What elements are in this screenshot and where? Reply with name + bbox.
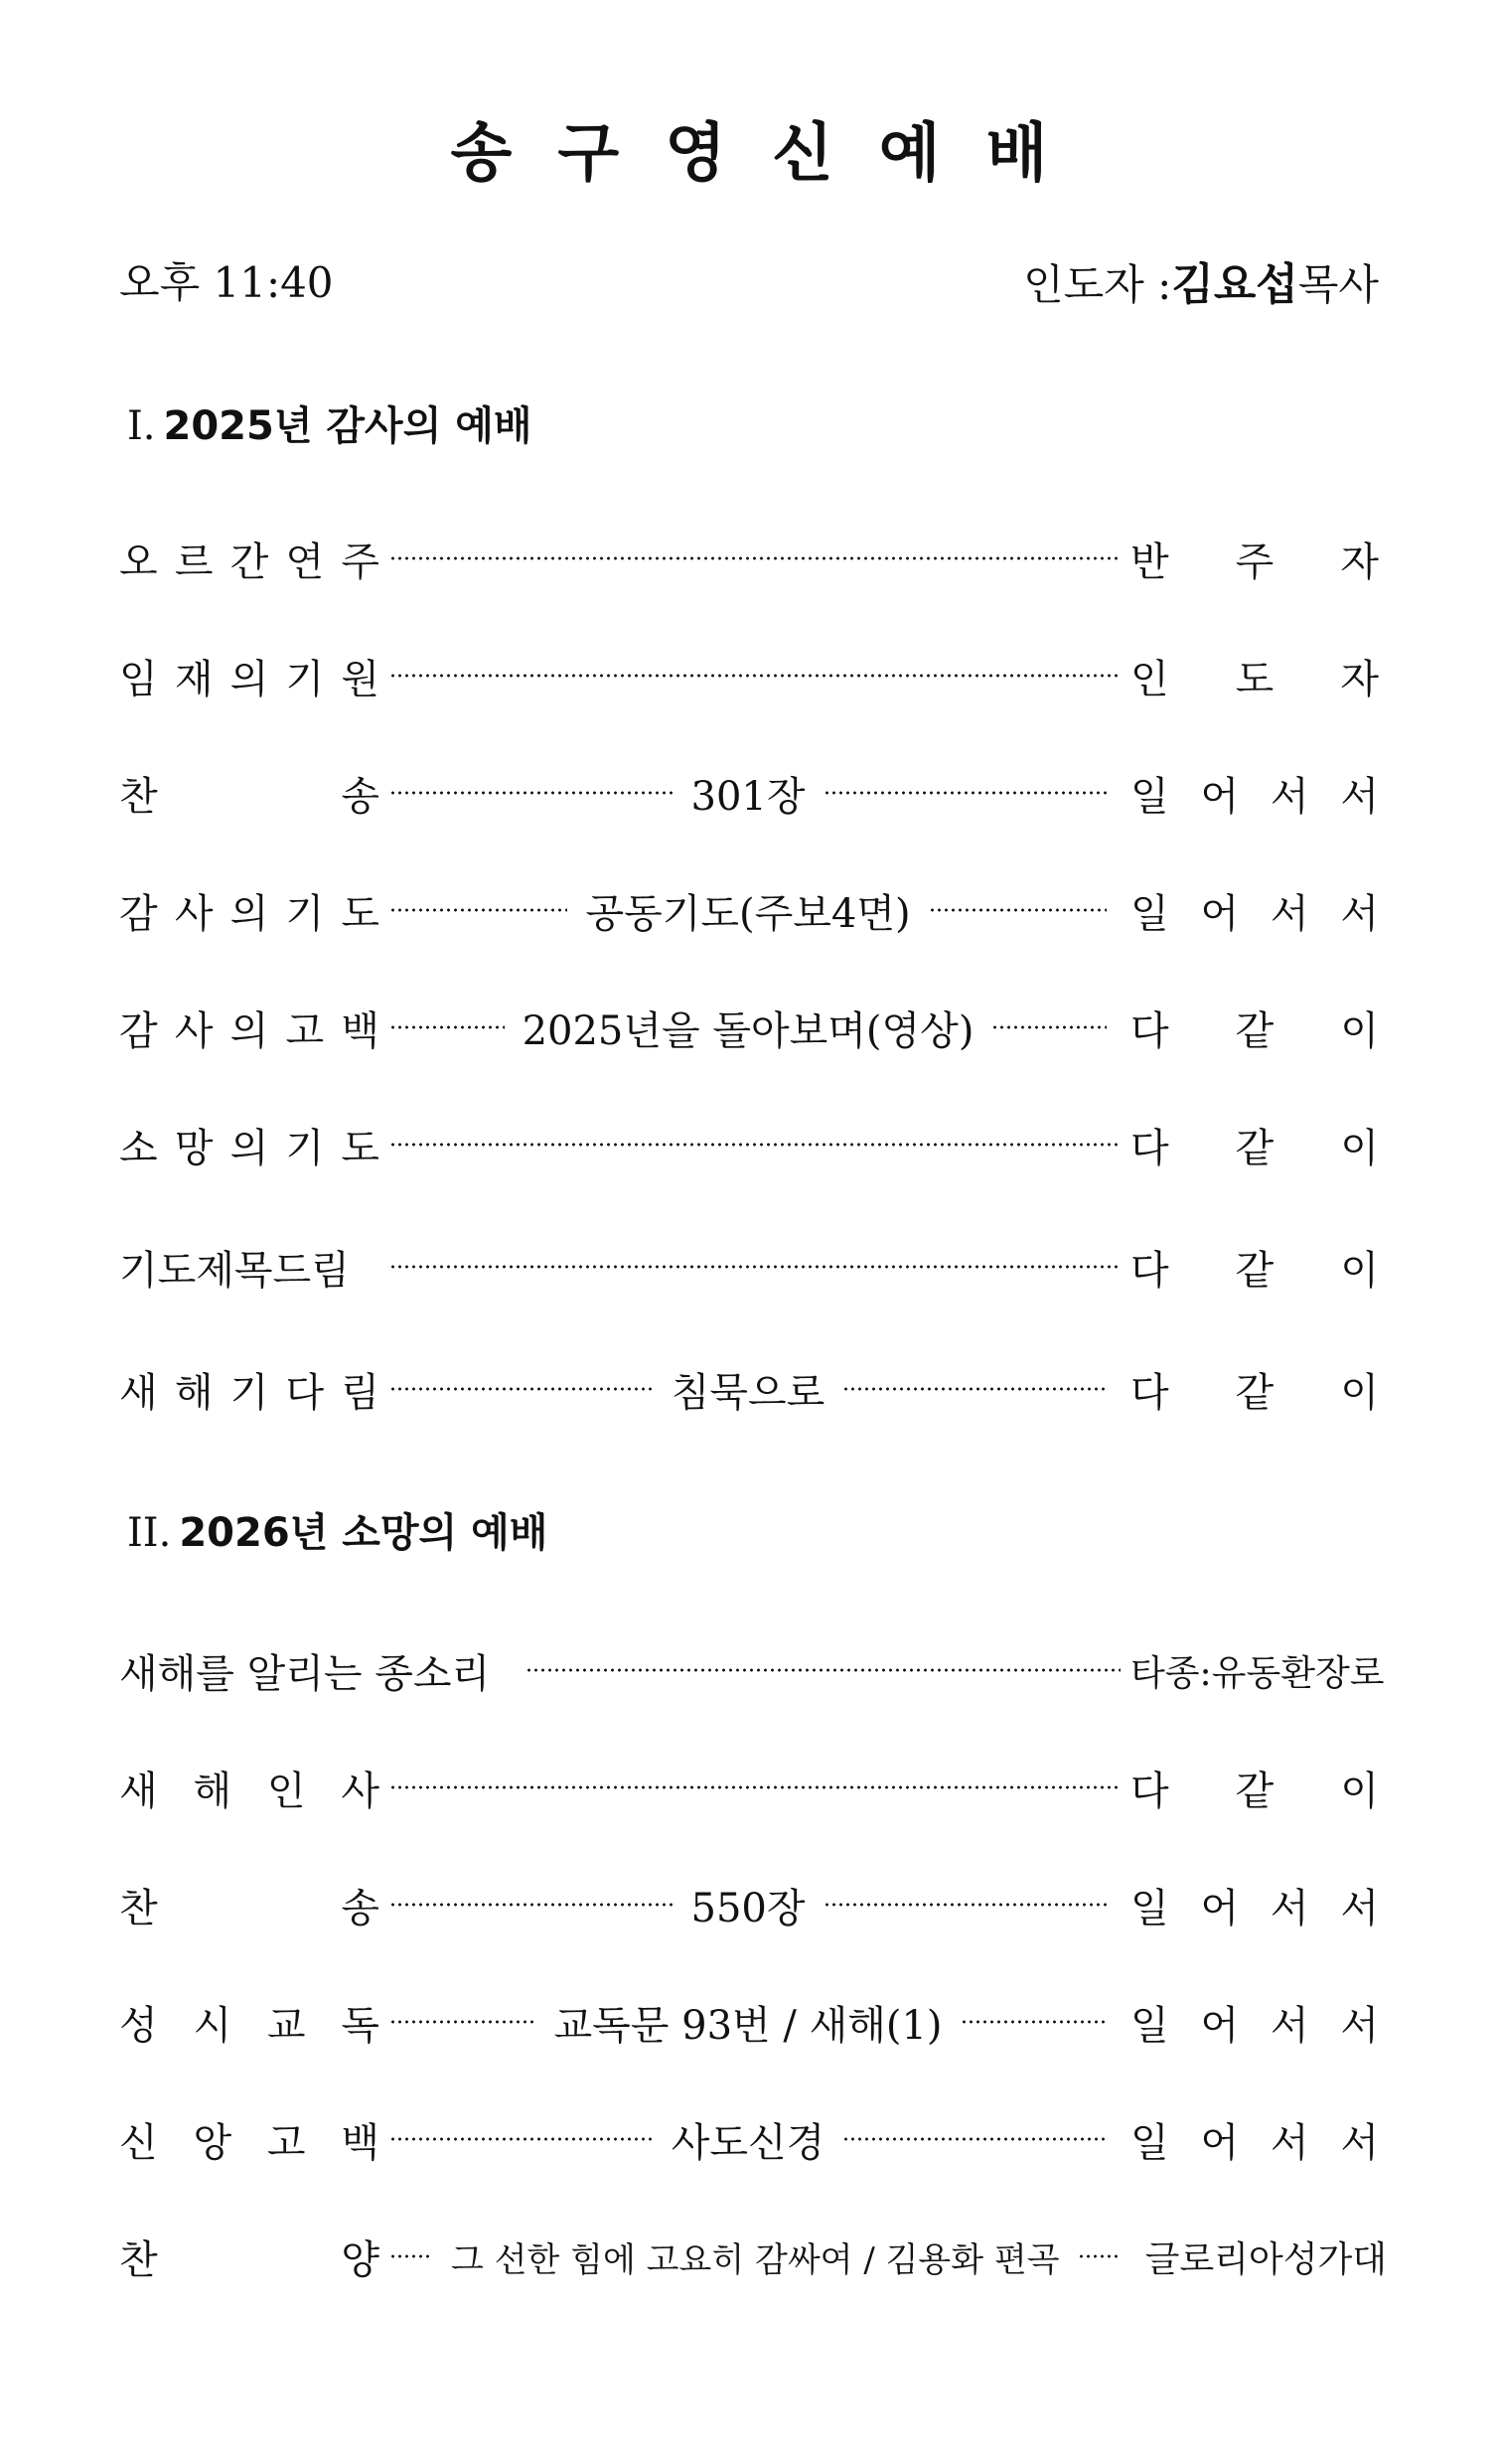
spread-char: 송 [341,1885,379,1931]
order-participant [1130,1361,1379,1418]
leader-dots [389,1386,654,1392]
order-item [119,1361,379,1418]
spread-char: 어 [1200,1885,1240,1931]
order-row [119,1875,1379,1934]
leader-dots [389,907,567,913]
spread-char: 어 [1200,2002,1240,2049]
leader-dots [389,1024,505,1030]
spread-char: 같 [1235,1369,1274,1416]
spread-char: 자 [1340,539,1379,585]
section-2-title: 2026년 소망의 예배 [179,1510,548,1556]
spread-char: 다 [1130,1247,1169,1294]
order-item [119,648,379,704]
spread-char: 앙 [193,2119,232,2166]
spread-char: 이 [1340,1369,1379,1416]
leader-dots [389,2253,433,2259]
spread-char: 이 [1340,1768,1379,1814]
order-item [119,1760,379,1816]
spread-char: 교 [266,2002,306,2049]
spread-char: 주 [341,539,379,585]
spread-char: 해 [174,1369,214,1416]
order-participant [1130,765,1379,822]
order-participant [1130,1239,1379,1296]
leader-dots [389,555,1121,561]
spread-char: 오 [119,539,158,585]
spread-char: 주 [1235,539,1274,585]
section-2-number: II. [127,1510,172,1556]
spread-char: 어 [1200,890,1240,937]
leader-dots [389,1142,1121,1148]
section-1-title: 2025년 감사의 예배 [163,403,532,449]
spread-char: 해 [193,1768,232,1814]
spread-char: 원 [341,656,379,702]
order-row [119,1640,1385,1700]
spread-char: 기 [285,1125,325,1171]
order-row [119,998,1379,1057]
spread-char: 다 [1130,1125,1169,1171]
spread-char: 의 [229,1125,269,1171]
leader-dots [389,790,674,796]
spread-char: 감 [119,890,158,937]
leader-dots [961,2019,1107,2025]
leader-suffix: 목사 [1297,260,1379,309]
spread-char: 같 [1235,1125,1274,1171]
spread-char: 같 [1235,1768,1274,1814]
order-detail: 2025년을 돌아보며(영상) [522,1007,974,1054]
service-leader [1023,248,1379,312]
spread-char: 독 [341,2002,379,2049]
spread-char: 기 [229,1369,269,1416]
order-item [119,882,379,939]
order-item [119,1000,379,1056]
order-participant [1130,1117,1379,1173]
spread-char: 사 [174,1007,214,1054]
leader-dots [389,1784,1121,1790]
spread-char: 서 [1270,1885,1309,1931]
spread-char: 반 [1130,539,1169,585]
spread-char: 찬 [119,2236,158,2283]
leader-dots [525,1667,1121,1673]
spread-char: 의 [229,890,269,937]
spread-char: 다 [1130,1369,1169,1416]
service-meta [119,250,1379,310]
spread-char: 인 [266,1768,306,1814]
spread-char: 이 [1340,1125,1379,1171]
leader-dots [991,1024,1107,1030]
order-item [119,2111,379,2168]
order-item: 기도제목드림 [119,1247,350,1294]
spread-char: 의 [229,1007,269,1054]
order-participant [1130,1994,1379,2051]
spread-char: 성 [119,2002,158,2049]
order-detail: 공동기도(주보4면) [585,890,911,937]
spread-char: 찬 [119,773,158,820]
order-item [119,531,379,587]
order-row [119,1992,1379,2052]
spread-char: 서 [1340,1885,1379,1931]
spread-char: 기 [285,656,325,702]
spread-char: 어 [1200,2119,1240,2166]
spread-char: 다 [1130,1007,1169,1054]
order-detail: 사도신경 [671,2119,825,2166]
order-participant [1130,1877,1379,1933]
leader-dots [389,1902,674,1908]
order-detail: 301장 [690,773,806,820]
order-row [119,763,1379,823]
order-item: 새해를 알리는 종소리 [119,1650,491,1697]
spread-char: 망 [174,1125,214,1171]
spread-char: 서 [1270,890,1309,937]
leader-dots [389,673,1121,679]
order-row [119,1115,1379,1174]
spread-char: 시 [193,2002,232,2049]
spread-char: 서 [1340,2002,1379,2049]
spread-char: 림 [341,1369,379,1416]
leader-dots [824,1902,1108,1908]
order-detail: 그 선한 힘에 고요히 감싸여 / 김용화 편곡 [451,2239,1060,2280]
leader-dots [389,2019,535,2025]
spread-char: 일 [1130,773,1169,820]
spread-char: 일 [1130,1885,1169,1931]
spread-char: 감 [119,1007,158,1054]
spread-char: 새 [119,1768,158,1814]
order-participant [1130,1000,1379,1056]
spread-char: 일 [1130,2119,1169,2166]
spread-char: 재 [174,656,214,702]
order-row [119,1758,1379,1817]
section-1-number: Ⅰ. [127,403,156,449]
order-row [119,2227,1388,2286]
spread-char: 사 [174,890,214,937]
spread-char: 르 [174,539,214,585]
order-participant [1130,1760,1379,1816]
spread-char: 어 [1200,773,1240,820]
spread-char: 신 [119,2119,158,2166]
spread-char: 서 [1340,890,1380,937]
order-row [119,2109,1379,2169]
spread-char: 새 [119,1369,158,1416]
spread-char: 의 [229,656,269,702]
leader-label: 인도자 : [1023,260,1172,309]
order-participant: 타종:유동환장로 [1130,1652,1385,1694]
spread-char: 송 [341,773,379,820]
spread-char: 사 [341,1768,379,1814]
leader-dots [1078,2253,1122,2259]
spread-char: 고 [285,1007,325,1054]
section-1-heading [127,394,532,451]
spread-char: 같 [1235,1247,1274,1294]
spread-char: 서 [1270,2002,1309,2049]
leader-dots [389,2136,654,2142]
spread-char: 백 [341,1007,379,1054]
spread-char: 이 [1340,1007,1379,1054]
page-title: 송구영신예배 [450,117,1094,191]
order-item [119,1994,379,2051]
spread-char: 다 [285,1369,325,1416]
spread-char: 백 [341,2119,379,2166]
order-row [119,1237,1379,1297]
spread-char: 도 [341,890,379,937]
spread-char: 연 [285,539,325,585]
order-participant [1130,648,1379,704]
order-row [119,880,1379,940]
leader-dots [842,2136,1107,2142]
spread-char: 간 [229,539,269,585]
spread-char: 이 [1340,1247,1379,1294]
leader-dots [929,907,1107,913]
order-participant [1130,882,1379,939]
spread-char: 양 [341,2236,379,2283]
order-participant [1130,2111,1379,2168]
spread-char: 일 [1130,890,1169,937]
spread-char: 서 [1340,773,1379,820]
spread-char: 도 [341,1125,379,1171]
spread-char: 소 [119,1125,158,1171]
spread-char: 인 [1130,656,1169,702]
spread-char: 임 [119,656,158,702]
spread-char: 고 [266,2119,306,2166]
order-row [119,1359,1379,1419]
order-detail: 침묵으로 [671,1369,825,1416]
spread-char: 찬 [119,1885,158,1931]
order-row [119,646,1379,705]
order-item [119,1117,379,1173]
order-participant [1130,531,1379,587]
section-2-heading [127,1501,547,1558]
leader-dots [824,790,1108,796]
order-item [119,2229,379,2285]
spread-char: 서 [1270,773,1309,820]
order-detail: 교독문 93번 / 새해(1) [553,2002,943,2049]
order-item [119,1877,379,1933]
spread-char: 서 [1270,2119,1309,2166]
spread-char: 일 [1130,2002,1169,2049]
order-participant: 글로리아성가대 [1144,2238,1388,2280]
order-item [119,765,379,822]
spread-char: 기 [285,890,325,937]
leader-dots [389,1264,1121,1270]
service-time: 오후 11:40 [119,258,334,307]
spread-char: 자 [1340,656,1379,702]
leader-dots [842,1386,1107,1392]
spread-char: 도 [1235,656,1274,702]
order-row [119,529,1379,588]
spread-char: 다 [1130,1768,1169,1814]
order-detail: 550장 [690,1885,806,1931]
spread-char: 같 [1235,1007,1274,1054]
spread-char: 서 [1340,2119,1379,2166]
leader-name: 김요섭 [1171,259,1298,310]
